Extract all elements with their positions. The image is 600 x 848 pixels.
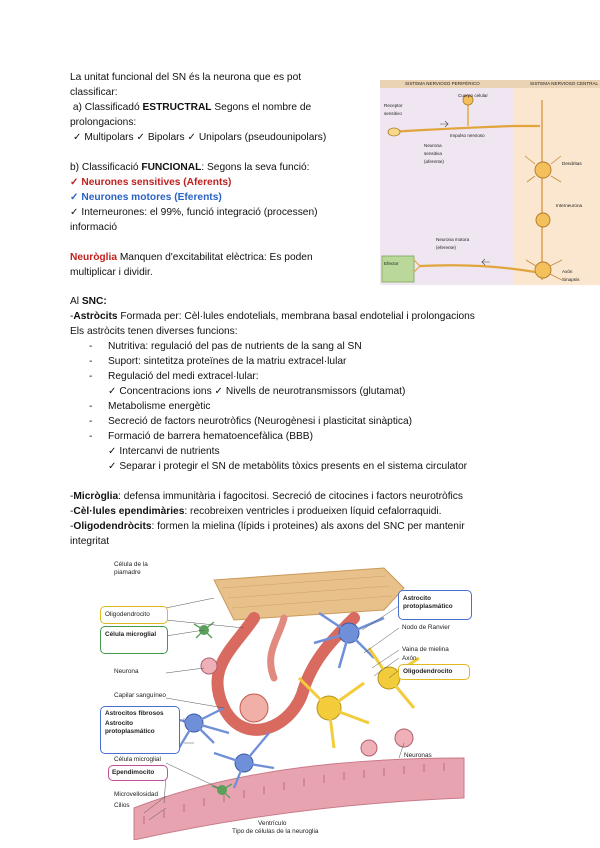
label-protoplasmic-astrocyte-right: Astrocito protoplasmático xyxy=(403,595,453,610)
label-effector: Efector xyxy=(384,261,399,266)
astrocytes-dash: - xyxy=(70,311,74,322)
ependymal-rest: : recobreixen ventricles i produeixen líquid cefalorraquidi. xyxy=(184,506,442,517)
neuron xyxy=(361,740,377,756)
astrocytes-rest: Formada per: Cèl·lules endotelials, membrana basal endotelial i prolongacions xyxy=(117,311,475,322)
list-item: - Suport: sintetitza proteïnes de la matriu extracel·lular xyxy=(89,356,347,367)
list-item: - Metabolisme energètic xyxy=(89,401,211,412)
list-item: - Regulació del medi extracel·lular: xyxy=(89,371,259,382)
neuron xyxy=(395,729,413,747)
label-neurons: Neuronas xyxy=(404,752,432,759)
function-text: ✓ Intercanvi de nutrients xyxy=(108,446,220,457)
label-oligodendrocyte-left: Oligodendrocito xyxy=(105,611,150,618)
oligodendrocytes-rest: : formen la mielina (lípids i proteines) als axons del SNC per mantenir xyxy=(151,521,465,532)
pns-header: SISTEMA NERVIOSO PERIFÉRICO xyxy=(405,81,480,86)
label-protoplasmic-astrocyte: Astrocito protoplasmático xyxy=(105,720,155,735)
label-cilia: Cilios xyxy=(114,802,130,809)
list-item: - Formació de barrera hematoencefàlica (BBB) xyxy=(89,431,313,442)
function-text: Secreció de factors neurotròfics (Neurogènesi i plasticitat sinàptica) xyxy=(108,416,413,427)
label-impulse: Impulso nervioso xyxy=(450,133,485,138)
neuroglia-rest: Manquen d'excitabilitat elèctrica: Es poden xyxy=(116,252,313,263)
functional-prefix: b) Classificació xyxy=(70,162,142,173)
function-text: ✓ Concentracions ions ✓ Nivells de neurotransmissors (glutamat) xyxy=(108,386,406,397)
label-dendrites: Dendritas xyxy=(562,161,582,166)
sensory-neurons: ✓ Neurones sensitives (Aferents) xyxy=(70,177,232,188)
cns-header: SISTEMA NERVIOSO CENTRAL xyxy=(530,81,599,86)
snc-heading-prefix: Al xyxy=(70,296,82,307)
neuroglia-figure xyxy=(104,558,484,840)
protoplasmic-astrocyte-box xyxy=(398,590,472,620)
structural-rest: Segons el nombre de xyxy=(211,102,312,113)
oligodendrocyte-1 xyxy=(299,678,369,748)
interneurons-line1: ✓ Interneurones: el 99%, funció integració (processen) xyxy=(70,207,318,218)
ependymocyte-box xyxy=(108,765,168,781)
label-microglia-top: Célula microglial xyxy=(105,631,157,638)
astrocytes-functions-intro: Els astròcits tenen diverses funcions: xyxy=(70,326,238,337)
label-sensory-neuron: Neurona sensitiva (aferente) xyxy=(424,143,444,164)
interneuron-mid xyxy=(536,213,550,227)
snc-heading-bold: SNC: xyxy=(81,296,107,307)
ependymal-line: -Cèl·lules ependimàries: recobreixen ventricles i produeixen líquid cefalorraquidi. xyxy=(70,506,442,517)
label-axon: Axón xyxy=(402,655,417,662)
label-cell-body: Cuerpo celular xyxy=(458,93,488,98)
caption-title: Tipo de células de la neuroglia xyxy=(232,828,319,835)
functional-bold: FUNCIONAL xyxy=(141,162,202,173)
list-item: - Secreció de factors neurotròfics (Neurogènesi i plasticitat sinàptica) xyxy=(89,416,413,427)
list-item xyxy=(108,384,530,399)
label-synapse: Sinapsis xyxy=(562,277,580,282)
label-fibrous-astrocytes: Astrocitos fibrosos xyxy=(105,710,164,717)
astrocytes-line xyxy=(70,309,530,324)
label-motor-neuron: Neurona motora (eferente) xyxy=(436,237,470,250)
astrocyte-functions-list xyxy=(89,339,530,474)
label-axon: Axón xyxy=(562,269,573,274)
microglia-line: -Micròglia: defensa immunitària i fagocitosi. Secreció de citocines i factors neurotròfics xyxy=(70,491,463,502)
label-myelin-sheath: Vaina de mielina xyxy=(402,646,449,653)
function-text: Regulació del medi extracel·lular: xyxy=(108,371,259,382)
neuroglia-line1 xyxy=(70,250,370,265)
intro-line2: classificar: xyxy=(70,87,118,98)
neuroglia-term: Neuròglia xyxy=(70,252,117,263)
microglia-rest: : defensa immunitària i fagocitosi. Secreció de citocines i factors neurotròfics xyxy=(118,491,463,502)
neuron xyxy=(201,658,217,674)
caption-ventricle: Ventrículo xyxy=(258,820,287,827)
label-interneuron: Interneurona xyxy=(556,203,583,208)
oligodendrocytes-line2: integritat xyxy=(70,536,110,547)
receptor xyxy=(388,128,400,136)
function-text: Formació de barrera hematoencefàlica (BBB) xyxy=(108,431,313,442)
interneurons-line2: informació xyxy=(70,222,117,233)
function-text: Suport: sintetitza proteïnes de la matriu extracel·lular xyxy=(108,356,347,367)
label-microvilli: Microvellosidad xyxy=(114,791,159,798)
microglia-box-top xyxy=(100,626,168,654)
functional-rest: : Segons la seva funció: xyxy=(201,162,310,173)
list-item xyxy=(108,444,530,459)
neuroglia-line2: multiplicar i dividir. xyxy=(70,267,153,278)
oligodendrocyte-box-left xyxy=(100,606,168,624)
label-microglia-bottom: Célula microglial xyxy=(114,756,161,763)
snc-block xyxy=(70,294,530,549)
function-text: Nutritiva: regulació del pas de nutrients de la sang al SN xyxy=(108,341,362,352)
motor-neurons: ✓ Neurones motores (Eferents) xyxy=(70,192,222,203)
oligodendrocyte-box-right xyxy=(398,664,470,680)
label-neuron: Neurona xyxy=(114,668,139,675)
ependymal-term: Cèl·lules ependimàries xyxy=(73,506,185,517)
label-capillary: Capilar sanguíneo xyxy=(114,692,166,699)
functional-heading xyxy=(70,160,370,175)
microglia-term: Micròglia xyxy=(73,491,119,502)
cns-area xyxy=(513,80,600,285)
pia-mater xyxy=(214,568,404,620)
function-text: Metabolisme energètic xyxy=(108,401,211,412)
capillary-branch xyxy=(271,618,284,678)
structural-heading xyxy=(70,100,370,115)
motor-cell-body xyxy=(535,262,551,278)
label-pia-cell: Célula de la piamadre xyxy=(114,561,148,576)
intro-block xyxy=(70,70,370,280)
structural-types: ✓ Multipolars ✓ Bipolars ✓ Unipolars (pseudounipolars) xyxy=(73,132,327,143)
function-text: ✓ Separar i protegir el SN de metabòlits tòxics presents en el sistema circulator xyxy=(108,461,468,472)
nervous-system-figure xyxy=(380,80,600,285)
structural-bold: ESTRUCTRAL xyxy=(142,102,212,113)
label-node-ranvier: Nodo de Ranvier xyxy=(402,624,450,631)
oligodendrocytes-term: Oligodendròcits xyxy=(73,521,152,532)
label-oligodendrocyte-right: Oligodendrocito xyxy=(403,668,453,675)
astrocytes-term: Astròcits xyxy=(73,311,118,322)
structural-line2: prolongacions: xyxy=(70,117,137,128)
list-item: - Nutritiva: regulació del pas de nutrients de la sang al SN xyxy=(89,341,362,352)
structural-prefix: a) Classificadó xyxy=(70,102,143,113)
capillary-section xyxy=(240,694,268,722)
label-receptor: Receptor sensitivo xyxy=(384,103,403,116)
astrocytes-box xyxy=(100,706,180,754)
oligodendrocytes-line: -Oligodendròcits: formen la mielina (lípids i proteines) als axons del SNC per mantenir xyxy=(70,521,465,532)
intro-line1: La unitat funcional del SN és la neurona que es pot xyxy=(70,72,302,83)
snc-heading xyxy=(70,294,530,309)
label-ependymocyte: Ependimocito xyxy=(112,769,155,776)
interneuron-upper xyxy=(535,162,551,178)
list-item xyxy=(108,459,530,474)
